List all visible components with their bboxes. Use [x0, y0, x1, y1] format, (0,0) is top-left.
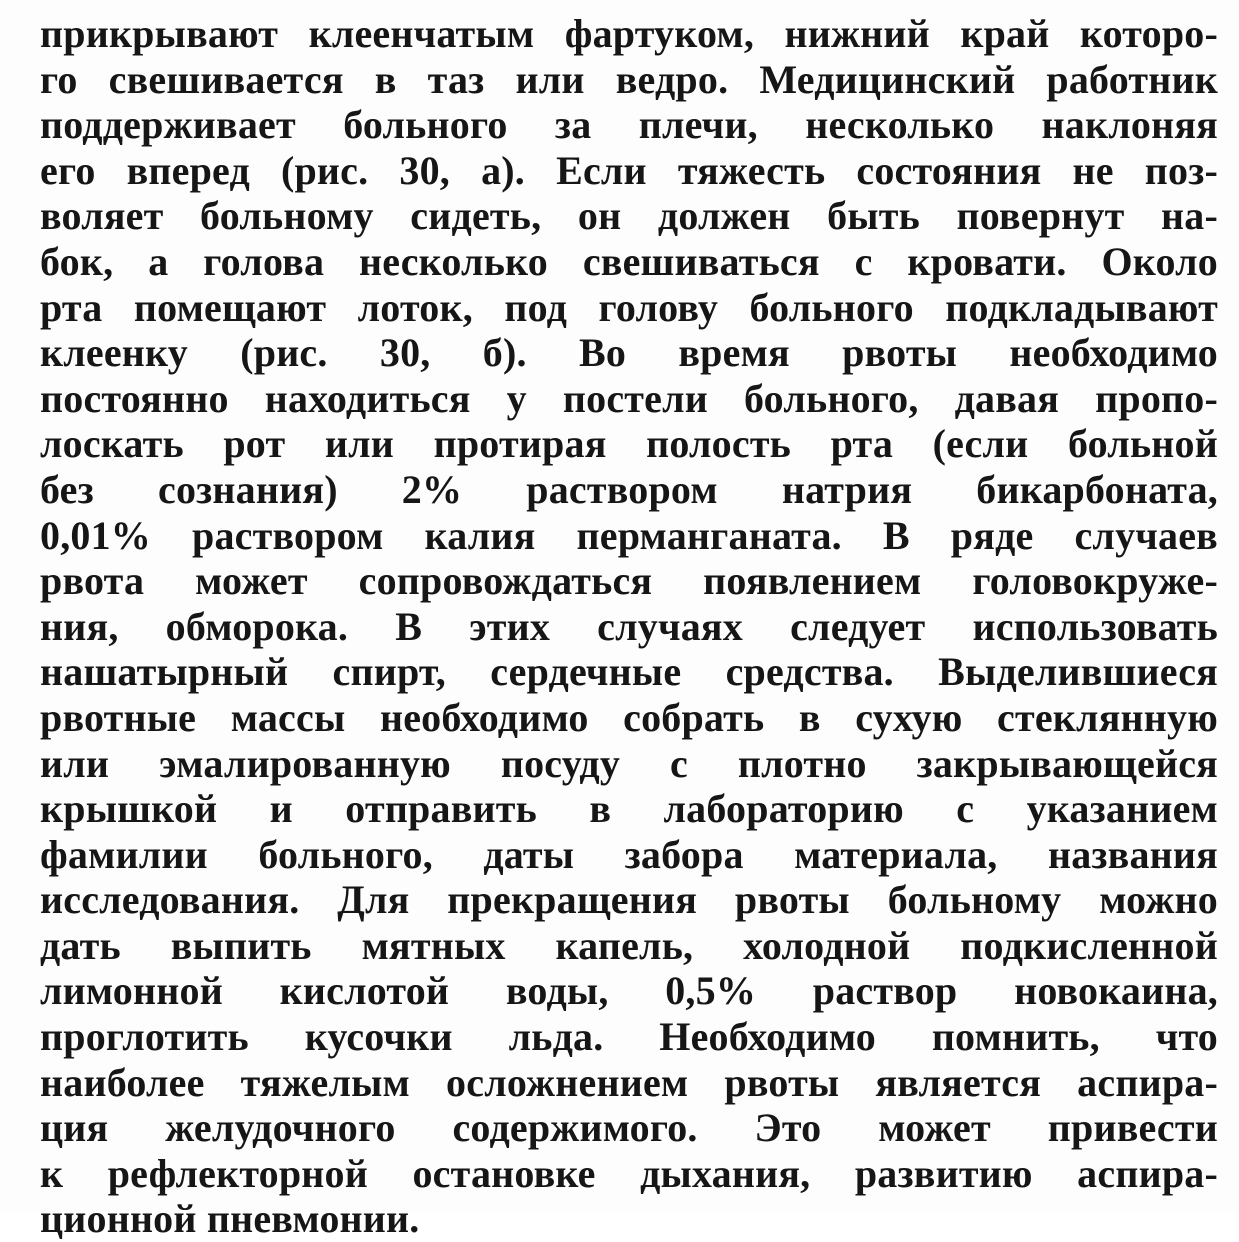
- text-line-27: ционной пневмонии.: [40, 1196, 420, 1242]
- text-line-12: 0,01% раствором калия перманганата. В ряде случаев: [40, 512, 1218, 558]
- text-line-13: рвота может сопровождаться появлением головокруже-: [40, 558, 1218, 604]
- text-line-15: нашатырный спирт, сердечные средства. Выделившиеся: [40, 649, 1218, 695]
- text-line-4: его вперед (рис. 30, а). Если тяжесть состояния не поз-: [40, 147, 1218, 193]
- text-line-20: исследования. Для прекращения рвоты больному можно: [40, 877, 1218, 923]
- text-line-2: го свешивается в таз или ведро. Медицинский работник: [40, 56, 1218, 102]
- text-line-1: прикрывают клеенчатым фартуком, нижний край которо-: [40, 11, 1218, 56]
- text-line-5: воляет больному сидеть, он должен быть повернут на-: [40, 193, 1218, 239]
- text-line-10: лоскать рот или протирая полость рта (если больной: [40, 421, 1218, 467]
- text-line-22: лимонной кислотой воды, 0,5% раствор новокаина,: [40, 968, 1218, 1014]
- text-line-23: проглотить кусочки льда. Необходимо помнить, что: [40, 1014, 1218, 1060]
- text-line-16: рвотные массы необходимо собрать в сухую стеклянную: [40, 694, 1218, 740]
- text-line-25: ция желудочного содержимого. Это может привести: [40, 1105, 1218, 1151]
- text-line-19: фамилии больного, даты забора материала, названия: [40, 831, 1218, 877]
- text-line-11: без сознания) 2% раствором натрия бикарбоната,: [40, 466, 1218, 512]
- text-line-3: поддерживает больного за плечи, несколько наклоняя: [40, 102, 1218, 148]
- text-line-7: рта помещают лоток, под голову больного подкладывают: [40, 284, 1218, 330]
- text-line-14: ния, обморока. В этих случаях следует использовать: [40, 603, 1218, 649]
- text-line-8: клеенку (рис. 30, б). Во время рвоты необходимо: [40, 330, 1218, 376]
- text-line-21: дать выпить мятных капель, холодной подкисленной: [40, 922, 1218, 968]
- text-line-9: постоянно находиться у постели больного, давая пропо-: [40, 375, 1218, 421]
- text-line-24: наиболее тяжелым осложнением рвоты является аспира-: [40, 1059, 1218, 1105]
- body-text: [40, 11, 1218, 1242]
- text-line-17: или эмалированную посуду с плотно закрывающейся: [40, 740, 1218, 786]
- text-line-26: к рефлекторной остановке дыхания, развитию аспира-: [40, 1150, 1218, 1196]
- text-line-6: бок, а голова несколько свешиваться с кровати. Около: [40, 238, 1218, 284]
- text-line-18: крышкой и отправить в лабораторию с указанием: [40, 786, 1218, 832]
